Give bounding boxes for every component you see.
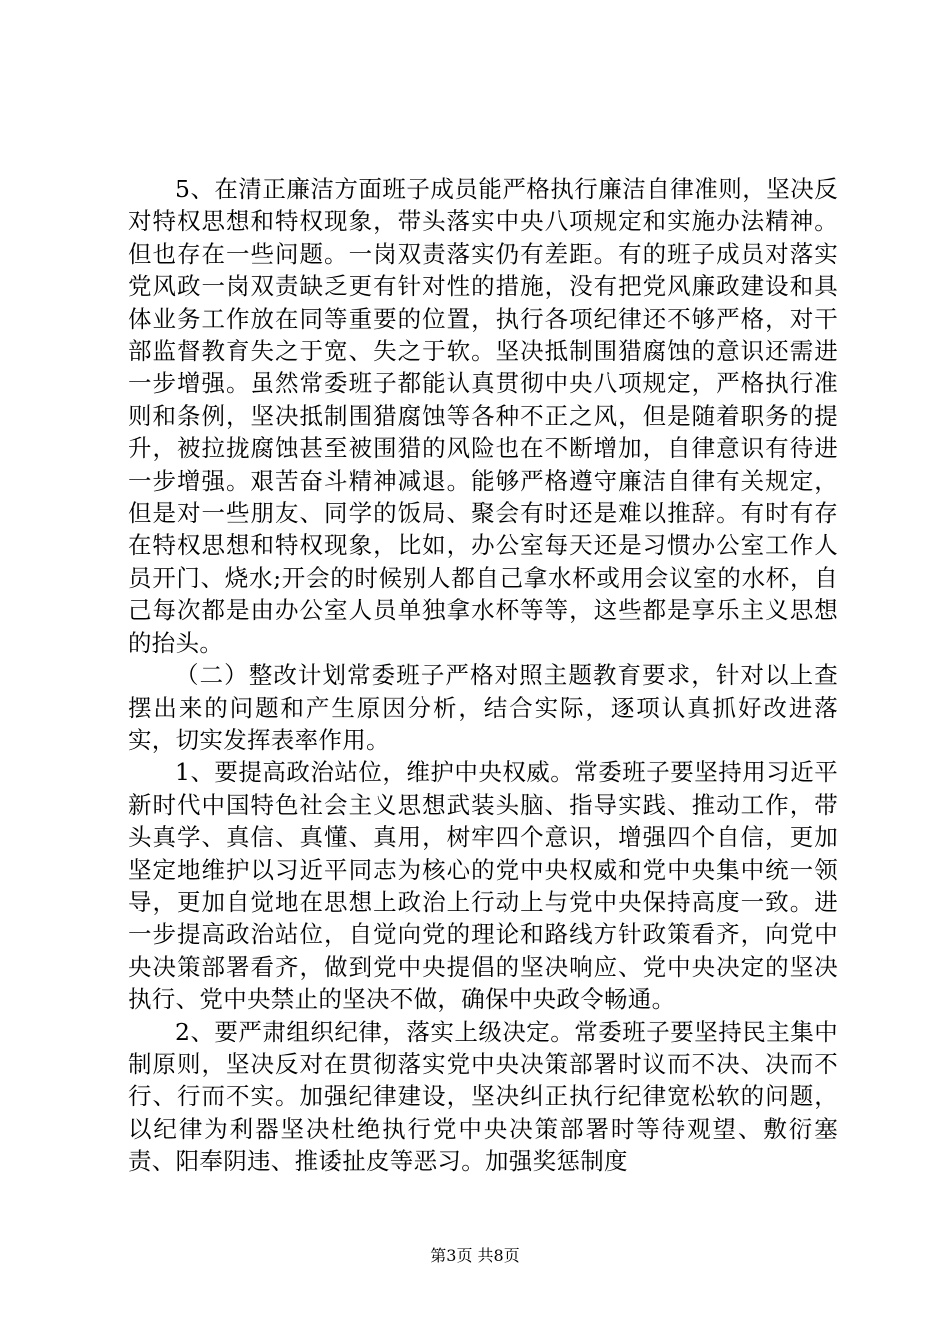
document-body bbox=[128, 173, 838, 1178]
paragraph-political-stance: 1、要提高政治站位，维护中央权威。常委班子要坚持用习近平新时代中国特色社会主义思想武装头脑、指导实践、推动工作，带头真学、真信、真懂、真用，树牢四个意识，增强四个自信，更加坚定地维护以习近平同志为核心的党中央权威和党中央集中统一领导，更加自觉地在思想上政治上行动上与党中央保持高度一致。进一步提高政治站位，自觉向党的理论和路线方针政策看齐，向党中央决策部署看齐，做到党中央提倡的坚决响应、党中央决定的坚决执行、党中央禁止的坚决不做，确保中央政令畅通。 bbox=[128, 758, 838, 1014]
paragraph-integrity: 5、在清正廉洁方面班子成员能严格执行廉洁自律准则，坚决反对特权思想和特权现象，带头落实中央八项规定和实施办法精神。但也存在一些问题。一岗双责落实仍有差距。有的班子成员对落实党风政一岗双责缺乏更有针对性的措施，没有把党风廉政建设和具体业务工作放在同等重要的位置，执行各项纪律还不够严格，对干部监督教育失之于宽、失之于软。坚决抵制围猎腐蚀的意识还需进一步增强。虽然常委班子都能认真贯彻中央八项规定，严格执行准则和条例，坚决抵制围猎腐蚀等各种不正之风，但是随着职务的提升，被拉拢腐蚀甚至被围猎的风险也在不断增加，自律意识有待进一步增强。艰苦奋斗精神减退。能够严格遵守廉洁自律有关规定，但是对一些朋友、同学的饭局、聚会有时还是难以推辞。有时有存在特权思想和特权现象，比如，办公室每天还是习惯办公室工作人员开门、烧水;开会的时候别人都自己拿水杯或用会议室的水杯，自己每次都是由办公室人员单独拿水杯等等，这些都是享乐主义思想的抬头。 bbox=[128, 175, 838, 657]
paragraph-rectification-plan: （二）整改计划常委班子严格对照主题教育要求，针对以上查摆出来的问题和产生原因分析，结合实际，逐项认真抓好改进落实，切实发挥表率作用。 bbox=[128, 661, 838, 754]
paragraph-organizational-discipline: 2、要严肃组织纪律，落实上级决定。常委班子要坚持民主集中制原则，坚决反对在贯彻落实党中央决策部署时议而不决、决而不行、行而不实。加强纪律建设，坚决纠正执行纪律宽松软的问题，以纪律为利器坚决杜绝执行党中央决策部署时等待观望、敷衍塞责、阳奉阴违、推诿扯皮等恶习。加强奖惩制度 bbox=[128, 1017, 838, 1176]
page-number-footer: 第3页 共8页 bbox=[430, 1246, 520, 1265]
